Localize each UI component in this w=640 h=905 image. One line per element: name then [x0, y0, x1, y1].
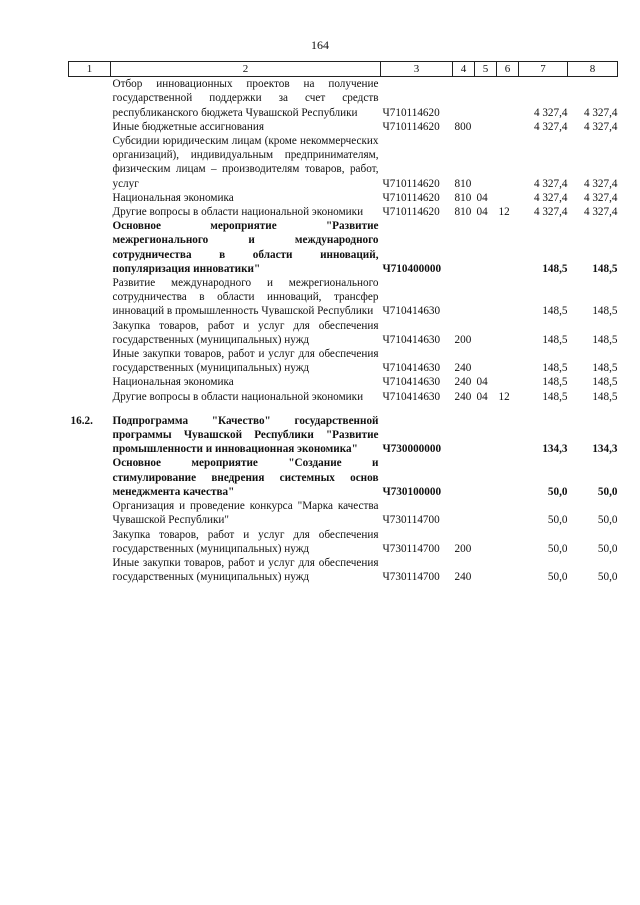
row-section — [475, 347, 497, 375]
row-amount-8: 148,5 — [592, 333, 618, 346]
row-subsection — [497, 456, 519, 499]
row-code: Ч710114620 — [382, 106, 440, 119]
row-section — [475, 319, 497, 347]
row-code: Ч710414630 — [382, 305, 441, 318]
table-row — [69, 414, 618, 457]
row-expense-type: 240 — [454, 362, 472, 375]
col-header: 3 — [381, 62, 453, 77]
row-expense-type: 240 — [454, 376, 472, 389]
table-row — [69, 456, 618, 499]
row-amount-7: 148,5 — [542, 333, 568, 346]
table-header-row — [69, 62, 618, 77]
row-subsection — [497, 219, 519, 276]
col-header: 5 — [475, 62, 497, 77]
row-subsection — [497, 556, 519, 584]
row-section — [475, 134, 497, 191]
row-amount-7: 148,5 — [542, 376, 568, 389]
row-amount-8: 50,0 — [597, 485, 618, 498]
row-amount-7: 4 327,4 — [533, 106, 568, 119]
row-expense-type: 240 — [454, 571, 472, 584]
row-subsection — [497, 414, 519, 457]
table-row — [69, 556, 618, 584]
row-section — [475, 120, 497, 134]
row-section — [475, 556, 497, 584]
row-amount-7: 50,0 — [547, 485, 568, 498]
row-amount-7: 50,0 — [547, 542, 568, 555]
row-description: Организация и проведение конкурса "Марка качества Чувашской Республики" — [112, 500, 379, 527]
row-description: Другие вопросы в области национальной экономики — [112, 206, 364, 219]
row-amount-7: 50,0 — [547, 514, 568, 527]
row-section — [475, 499, 497, 527]
row-description: Закупка товаров, работ и услуг для обеспечения государственных (муниципальных) нужд — [112, 528, 379, 555]
row-section — [475, 77, 497, 120]
col-header: 8 — [568, 62, 618, 77]
row-description: Иные бюджетные ассигнования — [112, 120, 264, 133]
row-amount-8: 4 327,4 — [583, 191, 618, 204]
row-section: 04 — [476, 191, 488, 204]
row-amount-8: 148,5 — [592, 305, 618, 318]
row-section — [475, 456, 497, 499]
col-header: 1 — [69, 62, 111, 77]
table-row — [69, 134, 618, 191]
row-description: Развитие международного и межрегионального сотрудничества в области инноваций, трансфер инноваций в промышленность Чувашской Республики — [112, 277, 379, 318]
row-expense-type: 810 — [454, 206, 472, 219]
row-number — [69, 499, 111, 527]
row-subsection: 12 — [498, 206, 510, 219]
row-description: Иные закупки товаров, работ и услуг для обеспечения государственных (муниципальных) нужд — [112, 556, 379, 584]
row-expense-type: 810 — [454, 191, 472, 204]
row-subsection — [497, 347, 519, 375]
row-subsection — [497, 77, 519, 120]
row-section — [475, 414, 497, 457]
row-amount-8: 50,0 — [597, 571, 618, 584]
table-row — [69, 499, 618, 527]
row-expense-type: 810 — [454, 177, 472, 190]
row-amount-8: 4 327,4 — [583, 120, 618, 133]
row-number — [69, 120, 111, 134]
row-subsection — [497, 499, 519, 527]
row-amount-8: 148,5 — [592, 362, 618, 375]
row-description: Закупка товаров, работ и услуг для обеспечения государственных (муниципальных) нужд — [112, 319, 379, 346]
row-section — [475, 276, 497, 319]
row-description: Национальная экономика — [112, 376, 234, 389]
col-header: 4 — [453, 62, 475, 77]
table-row — [69, 191, 618, 205]
row-amount-7: 50,0 — [547, 571, 568, 584]
row-subsection — [497, 375, 519, 389]
row-subsection: 12 — [498, 390, 510, 403]
row-amount-7: 148,5 — [542, 305, 568, 318]
row-amount-8: 148,5 — [592, 376, 618, 389]
row-amount-7: 148,5 — [542, 362, 568, 375]
row-number — [69, 134, 111, 191]
row-subsection — [497, 319, 519, 347]
row-number — [69, 375, 111, 389]
row-description: Основное мероприятие "Развитие межрегионального и международного сотрудничества в области инноваций, популяризация инноватики" — [112, 220, 379, 275]
row-description: Подпрограмма "Качество" государственной программы Чувашской Республики "Развитие промышленности и инновационная экономика" — [112, 414, 379, 456]
row-amount-7: 4 327,4 — [533, 120, 568, 133]
col-header: 7 — [519, 62, 568, 77]
row-code: Ч730114700 — [382, 542, 440, 555]
row-expense-type — [453, 414, 475, 457]
row-code: Ч710414630 — [382, 376, 441, 389]
row-expense-type: 800 — [454, 120, 472, 133]
row-section — [475, 219, 497, 276]
row-amount-7: 4 327,4 — [533, 206, 568, 219]
row-amount-8: 50,0 — [597, 514, 618, 527]
row-expense-type — [453, 456, 475, 499]
row-subsection — [497, 191, 519, 205]
row-code: Ч710400000 — [382, 262, 442, 275]
row-amount-7: 148,5 — [542, 390, 568, 403]
row-code: Ч710114620 — [382, 120, 440, 133]
row-code: Ч730100000 — [382, 485, 442, 498]
row-number — [69, 556, 111, 584]
table-row — [69, 319, 618, 347]
row-code: Ч710114620 — [382, 206, 440, 219]
row-number — [69, 319, 111, 347]
table-row — [69, 77, 618, 120]
row-number — [69, 77, 111, 120]
row-code: Ч730000000 — [382, 443, 442, 456]
table-row — [69, 219, 618, 276]
row-number — [69, 456, 111, 499]
col-header: 2 — [111, 62, 381, 77]
table-row — [69, 390, 618, 404]
row-expense-type: 240 — [454, 390, 472, 403]
row-section — [475, 528, 497, 556]
row-number — [69, 219, 111, 276]
row-amount-8: 4 327,4 — [583, 106, 618, 119]
table-row — [69, 205, 618, 219]
row-expense-type — [453, 499, 475, 527]
table-row — [69, 347, 618, 375]
row-amount-7: 134,3 — [542, 443, 568, 456]
row-code: Ч710414630 — [382, 362, 441, 375]
table-row — [69, 528, 618, 556]
row-section: 04 — [476, 390, 488, 403]
row-amount-8: 4 327,4 — [583, 206, 618, 219]
row-amount-8: 4 327,4 — [583, 177, 618, 190]
col-header: 6 — [497, 62, 519, 77]
row-amount-8: 148,5 — [592, 390, 618, 403]
table-row — [69, 375, 618, 389]
row-code: Ч710114620 — [382, 191, 440, 204]
page-number: 164 — [311, 38, 329, 52]
row-expense-type: 200 — [454, 542, 472, 555]
row-expense-type — [453, 77, 475, 120]
row-number — [69, 528, 111, 556]
row-amount-8: 50,0 — [597, 542, 618, 555]
row-amount-7: 4 327,4 — [533, 177, 568, 190]
row-number: 16.2. — [70, 414, 93, 427]
row-description: Иные закупки товаров, работ и услуг для обеспечения государственных (муниципальных) нужд — [112, 348, 379, 375]
row-description: Отбор инновационных проектов на получение государственной поддержки за счет средств республиканского бюджета Чувашской Республики — [112, 78, 379, 119]
row-expense-type: 200 — [454, 333, 472, 346]
row-amount-8: 134,3 — [592, 443, 618, 456]
row-subsection — [497, 134, 519, 191]
row-expense-type — [453, 219, 475, 276]
row-number — [69, 205, 111, 219]
row-amount-8: 148,5 — [592, 262, 618, 275]
row-code: Ч710414630 — [382, 390, 441, 403]
row-code: Ч730114700 — [382, 514, 440, 527]
row-expense-type — [453, 276, 475, 319]
table-row — [69, 276, 618, 319]
row-description: Национальная экономика — [112, 191, 234, 204]
table-row — [69, 120, 618, 134]
row-number — [69, 276, 111, 319]
row-description: Основное мероприятие "Создание и стимулирование внедрения системных основ менеджмента качества" — [112, 457, 379, 498]
row-section: 04 — [476, 206, 488, 219]
row-section: 04 — [476, 376, 488, 389]
row-code: Ч710414630 — [382, 333, 441, 346]
row-subsection — [497, 528, 519, 556]
row-number — [69, 347, 111, 375]
budget-table — [68, 61, 618, 584]
row-code: Ч710114620 — [382, 177, 440, 190]
row-description: Субсидии юридическим лицам (кроме некоммерческих организаций), индивидуальным предпринимателям, физическим лицам – производителям товаров, работ, услуг — [112, 135, 379, 190]
row-amount-7: 4 327,4 — [533, 191, 568, 204]
row-number — [69, 191, 111, 205]
row-number — [69, 390, 111, 404]
row-subsection — [497, 120, 519, 134]
row-description: Другие вопросы в области национальной экономики — [112, 390, 364, 403]
row-amount-7: 148,5 — [542, 262, 568, 275]
row-subsection — [497, 276, 519, 319]
row-code: Ч730114700 — [382, 571, 440, 584]
